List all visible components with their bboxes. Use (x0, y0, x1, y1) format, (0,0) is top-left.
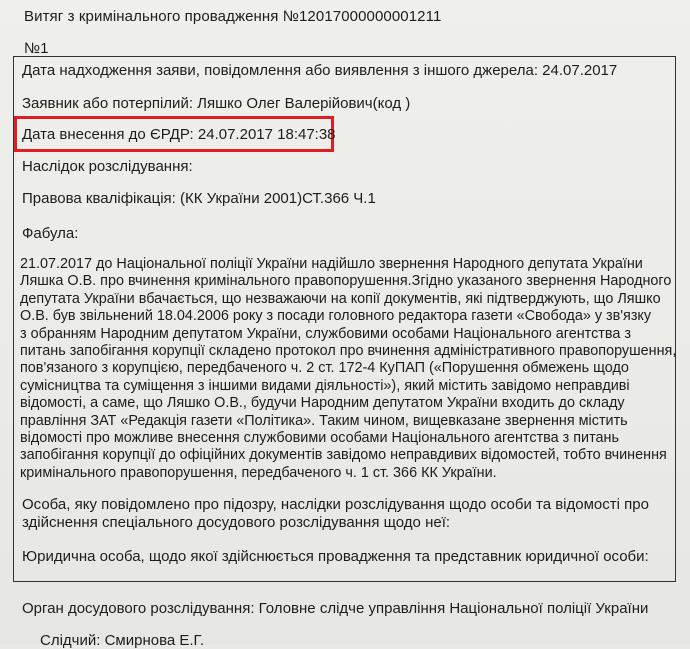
legal-entity-line: Юридична особа, щодо якої здійснюється провадження та представник юридичної особи: (22, 548, 649, 565)
fabula-label: Фабула: (22, 225, 79, 242)
fabula-line: з обранням Народним депутатом України, службовими особами Національного агентства з (20, 325, 631, 342)
fabula-line: депутата України вбачається, що незважаючи на копії документів, які підтверджують, що Ляшко (20, 290, 661, 307)
fabula-line: запобігання корупції до офіційних документів завідомо неправдивих відомостей, тобто вчинення (20, 447, 667, 464)
fabula-line: пов'язаного з корупцією, передбаченого ч. 2 ст. 172-4 КуПАП («Порушення обмежень щодо (20, 360, 629, 377)
record-number: №1 (24, 40, 49, 57)
suspect-line-continued: здійснення спеціального досудового розслідування щодо неї: (22, 514, 451, 531)
erdr-date-line: Дата внесення до ЄРДР: 24.07.2017 18:47:38 (22, 126, 336, 143)
fabula-line: правління ЗАТ «Редакція газети «Політика». Таким чином, вищевказане звернення містить (20, 412, 628, 429)
fabula-line: 21.07.2017 до Національної поліції України надійшло звернення Народного депутата України (20, 256, 643, 272)
fabula-line: відомості, а саме, що Ляшко О.В., будучи Народним депутатом України входить до складу (20, 395, 625, 412)
fabula-line: сумісництва та суміщення з іншими видами діяльності»), який містить завідомо неправдиві (20, 377, 630, 394)
fabula-line: О.В. був звільнений 18.04.2006 року з посади головного редактора газети «Свобода» у зв'язку (20, 308, 652, 325)
consequence-line: Наслідок розслідування: (22, 158, 193, 175)
qualification-line: Правова кваліфікація: (КК України 2001)СТ.366 Ч.1 (22, 190, 376, 207)
applicant-line: Заявник або потерпілий: Ляшко Олег Валерійович(код ) (22, 95, 411, 112)
investigation-authority: Орган досудового розслідування: Головне слідче управління Національної поліції України (22, 600, 649, 617)
investigator-partial-line: Слідчий: Смирнова Е.Г. (40, 632, 205, 649)
fabula-line: відомості про можливе внесення службовими особами Національного агентства з питань (20, 430, 619, 447)
fabula-line: питань запобігання корупції складено протокол про вчинення адміністративного правопорушення, (20, 343, 677, 360)
fabula-line: Ляшка О.В. про вчинення кримінального правопорушення.Згідно указаного звернення Народного (20, 273, 672, 290)
fabula-text (20, 256, 677, 482)
received-date-line: Дата надходження заяви, повідомлення або виявлення з іншого джерела: 24.07.2017 (22, 62, 618, 79)
suspect-line: Особа, яку повідомлено про підозру, наслідки розслідування щодо особи та відомості про (22, 496, 649, 513)
document-title: Витяг з кримінального провадження №12017000000001211 (24, 8, 442, 25)
fabula-line: кримінального правопорушення, передбаченого ч. 1 ст. 366 КК України. (20, 464, 497, 481)
